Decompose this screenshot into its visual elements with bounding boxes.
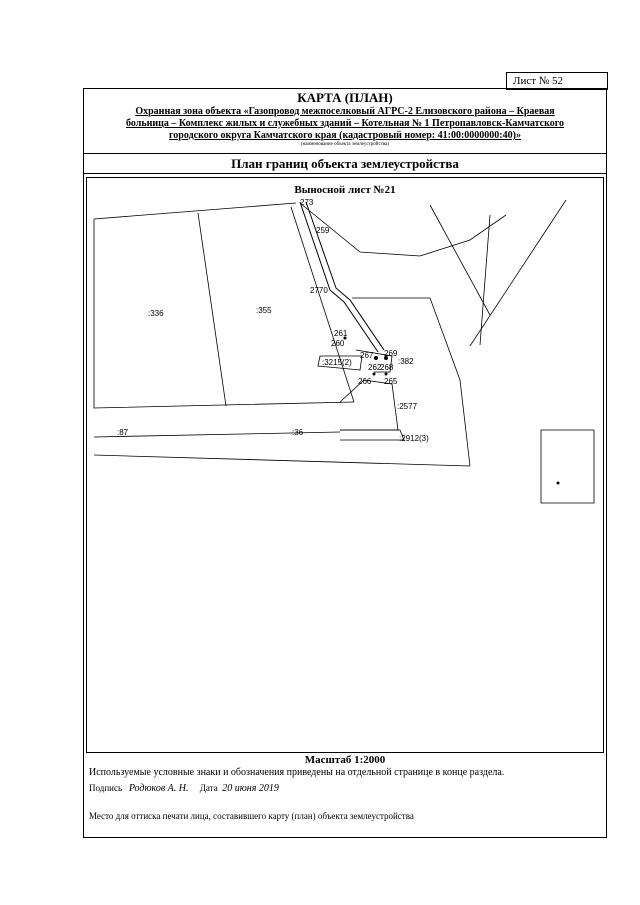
survey-point bbox=[374, 356, 378, 360]
stamp-note: Место для оттиска печати лица, составившего карту (план) объекта землеустройства bbox=[89, 811, 414, 821]
point-label-266: 266 bbox=[358, 377, 372, 386]
sign-label: Подпись bbox=[89, 783, 123, 793]
parcel-label-2577: :2577 bbox=[397, 402, 418, 411]
parcel-336-355-divider bbox=[198, 213, 226, 406]
point-label-269: 269 bbox=[384, 349, 398, 358]
signature-line bbox=[89, 783, 279, 794]
signer-name: Родюков А. Н. bbox=[128, 783, 189, 794]
plan-title: План границ объекта землеустройства bbox=[231, 156, 459, 171]
survey-point bbox=[385, 373, 388, 376]
outlier-parcel bbox=[541, 430, 594, 503]
survey-point bbox=[373, 373, 376, 376]
sheet-number: Лист № 52 bbox=[506, 72, 608, 90]
pipeline-zone-right bbox=[306, 202, 384, 350]
parcel-label-3215: :3215(2) bbox=[322, 358, 352, 367]
legend-note: Используемые условные знаки и обозначения приведены на отдельной странице в конце раздела. bbox=[89, 767, 505, 778]
point-label-273: 273 bbox=[300, 198, 314, 207]
object-line-2: больница – Комплекс жилых и служебных зданий – Котельная № 1 Петропавловск-Камчатского bbox=[125, 118, 565, 129]
point-label-259: 259 bbox=[316, 226, 330, 235]
date-value: 20 июня 2019 bbox=[222, 783, 279, 794]
parcel-355-east bbox=[291, 207, 354, 402]
date-label: Дата bbox=[199, 783, 218, 793]
parcel-2577 bbox=[340, 380, 398, 430]
parcel-label-336: :336 bbox=[148, 309, 164, 318]
parcel-2912 bbox=[340, 430, 404, 440]
parcel-label-36: :36 bbox=[292, 428, 304, 437]
survey-point bbox=[557, 482, 560, 485]
point-label-260: 260 bbox=[331, 339, 345, 348]
object-line-1: Охранная зона объекта «Газопровод межпоселковый АГРС-2 Елизовского района – Краевая bbox=[135, 106, 555, 117]
parcel-label-382: :382 bbox=[398, 357, 414, 366]
parcel-label-355: :355 bbox=[256, 306, 272, 315]
ne-parcel-west bbox=[480, 215, 490, 345]
insert-sheet-label: Выносной лист №21 bbox=[294, 184, 396, 196]
point-label-267: 267 bbox=[360, 351, 374, 360]
ne-boundary-1 bbox=[300, 203, 506, 256]
map-scale: Масштаб 1:2000 bbox=[304, 754, 386, 766]
parcel-label-87: :87 bbox=[117, 428, 129, 437]
parcel-boundary-top bbox=[94, 203, 296, 219]
object-caption: (наименование объекта землеустройства) bbox=[300, 142, 390, 147]
point-label-265: 265 bbox=[384, 377, 398, 386]
point-label-262: 262 bbox=[368, 363, 382, 372]
ne-boundary-3 bbox=[470, 200, 566, 346]
point-label-268: 268 bbox=[380, 363, 394, 372]
point-label-2770: 2770 bbox=[310, 286, 328, 295]
point-label-261: 261 bbox=[334, 329, 348, 338]
map-title: КАРТА (ПЛАН) bbox=[297, 90, 393, 105]
road-south-edge-2 bbox=[94, 455, 470, 466]
parcel-label-2912: :2912(3) bbox=[399, 434, 429, 443]
ne-boundary-2 bbox=[430, 205, 490, 315]
object-line-3: городского округа Камчатского края (кадастровый номер: 41:00:0000000:40)» bbox=[169, 130, 521, 141]
